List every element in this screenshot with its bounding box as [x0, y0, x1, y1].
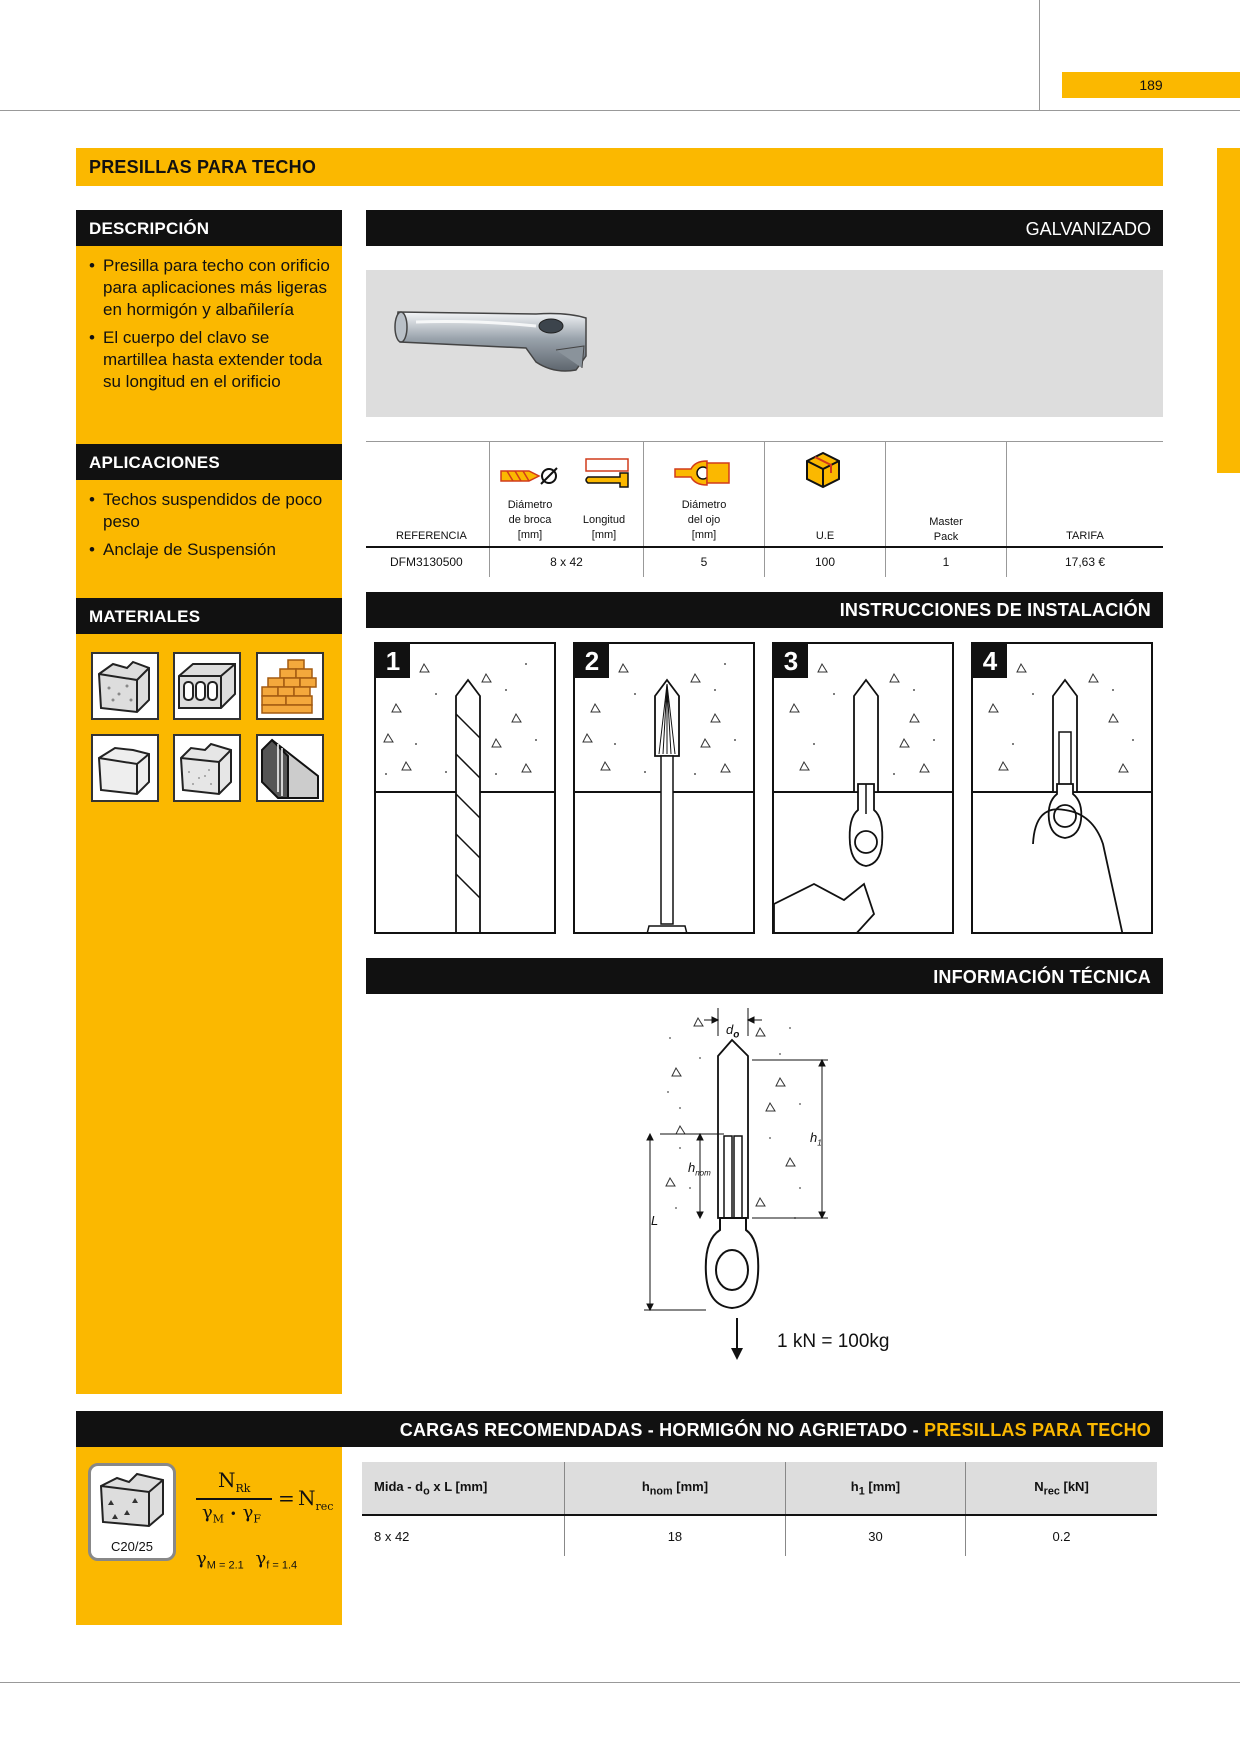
step-number: 4	[973, 644, 1007, 678]
top-vertical-rule	[1039, 0, 1040, 111]
install-step-3	[772, 642, 954, 934]
formula-gf-sub: F	[253, 1512, 261, 1526]
label-h1	[810, 1130, 822, 1148]
formula-nrec-sub: rec	[315, 1500, 334, 1513]
ref-header-longitud	[567, 513, 641, 543]
formula-equals: =	[278, 1486, 295, 1510]
formula-result	[298, 1486, 333, 1513]
top-rule	[0, 110, 1240, 111]
aplicaciones-list	[89, 489, 333, 567]
concrete-material-icon	[91, 652, 159, 720]
formula-gm: γ	[202, 1502, 213, 1523]
cargas-title	[400, 1420, 1151, 1441]
loads-table	[362, 1462, 1157, 1556]
ref-header-broca-line: [mm]	[517, 529, 543, 541]
label-do-main: d	[726, 1022, 734, 1037]
cargas-title-main: CARGAS RECOMENDADAS - HORMIGÓN NO AGRIETADO -	[399, 1420, 924, 1440]
product-photo-panel	[366, 270, 1163, 417]
ref-header-ojo-line: del ojo	[687, 514, 721, 526]
loads-header-size-sub: o	[423, 1485, 430, 1498]
descripcion-item: • El cuerpo del clavo se martillea hasta extender toda su longitud en el orificio	[89, 327, 333, 393]
ref-table-header-rule	[366, 546, 1163, 548]
loads-header-size	[362, 1462, 565, 1515]
side-tab	[1217, 148, 1240, 473]
loads-cell-nrec: 0.2	[966, 1515, 1157, 1556]
conversion-label: 1 kN = 100kg	[777, 1331, 890, 1352]
load-arrow	[730, 1318, 744, 1365]
materiales-header	[76, 598, 342, 634]
ref-header-ojo-line: [mm]	[691, 529, 717, 541]
drill-diameter-icon	[499, 463, 559, 489]
descripcion-title: DESCRIPCIÓN	[89, 219, 210, 238]
label-hnom	[688, 1160, 711, 1178]
descripcion-item: • Presilla para techo con orificio para aplicaciones más ligeras en hormigón y albañilería	[89, 255, 333, 321]
ref-header-broca-line: Diámetro	[507, 499, 553, 511]
formula-gm-value-sub: M = 2.1	[206, 1559, 244, 1572]
down-arrow-icon	[730, 1318, 744, 1360]
loads-header-nrec-sub: rec	[1043, 1485, 1060, 1498]
instrucciones-header	[366, 592, 1163, 628]
ref-header-referencia: REFERENCIA	[396, 530, 467, 542]
formula-bar	[196, 1498, 272, 1500]
ref-header-ojo-line: Diámetro	[681, 499, 727, 511]
page-number-box	[1062, 72, 1240, 98]
aplicaciones-header	[76, 444, 342, 480]
ref-header-longitud-line: Longitud	[582, 514, 626, 526]
materiales-title: MATERIALES	[89, 607, 201, 626]
label-h1-main: h	[810, 1130, 818, 1145]
ref-row-ojo: 5	[700, 555, 708, 569]
eye-diameter-icon	[673, 459, 733, 487]
label-do-sub: o	[733, 1029, 740, 1041]
formula	[196, 1468, 336, 1572]
box-icon	[801, 447, 845, 491]
loads-header-nrec-pre: N	[1034, 1478, 1044, 1494]
ref-row-referencia: DFM3130500	[390, 555, 463, 569]
install-step-1	[374, 642, 556, 934]
loads-header-nrec	[966, 1462, 1157, 1515]
section-title: PRESILLAS PARA TECHO	[89, 157, 317, 177]
formula-values	[196, 1548, 297, 1572]
label-h1-sub: 1	[817, 1138, 822, 1148]
loads-header-h1-sub: 1	[858, 1485, 865, 1498]
loads-header-hnom-sub: nom	[649, 1485, 673, 1498]
ref-header-tarifa: TARIFA	[1066, 530, 1104, 542]
page-number: 189	[1139, 77, 1163, 93]
cargas-header	[76, 1411, 1163, 1447]
cargas-title-accent: PRESILLAS PARA TECHO	[923, 1420, 1151, 1440]
formula-nrec: N	[298, 1486, 316, 1510]
finish-bar	[366, 210, 1163, 246]
table-row	[362, 1515, 1157, 1556]
loads-header-h1-post: [mm]	[864, 1478, 901, 1494]
aplicaciones-item: • Anclaje de Suspensión	[89, 539, 333, 561]
section-title-bar	[76, 148, 1163, 186]
label-hnom-main: h	[688, 1160, 696, 1175]
ref-header-master	[886, 515, 1006, 545]
reference-table	[366, 441, 1163, 577]
ref-header-ojo	[646, 498, 762, 543]
loads-header-size-post: x L [mm]	[429, 1478, 488, 1494]
ceiling-clip-product-image	[386, 290, 626, 400]
tecnica-title: INFORMACIÓN TÉCNICA	[933, 967, 1151, 987]
loads-header-h1-pre: h	[850, 1478, 859, 1494]
ref-header-ue: U.E	[815, 530, 835, 542]
ref-row-tarifa: 17,63 €	[1064, 555, 1106, 569]
tecnica-header	[366, 958, 1163, 994]
finish-label: GALVANIZADO	[1025, 219, 1151, 239]
anchor-section-drawing	[640, 1008, 840, 1368]
plasterboard-material-icon	[256, 734, 324, 802]
concrete-class-label: C20/25	[111, 1539, 153, 1554]
label-L: L	[651, 1213, 659, 1228]
instrucciones-title: INSTRUCCIONES DE INSTALACIÓN	[839, 600, 1151, 620]
formula-gf: γ	[242, 1502, 254, 1523]
install-step-4	[971, 642, 1153, 934]
ref-header-master-line: Pack	[933, 531, 959, 543]
install-step-2	[573, 642, 755, 934]
ref-header-master-line: Master	[929, 516, 963, 528]
brick-material-icon	[256, 652, 324, 720]
formula-numerator	[218, 1468, 250, 1495]
concrete-texture	[575, 644, 755, 934]
length-icon	[584, 457, 630, 491]
loads-cell-hnom: 18	[565, 1515, 786, 1556]
aerated-concrete-material-icon	[173, 734, 241, 802]
formula-dot: •	[229, 1507, 237, 1521]
loads-header-size-pre: Mida - d	[374, 1478, 424, 1494]
loads-table-header-row	[362, 1462, 1157, 1515]
formula-denominator	[202, 1502, 261, 1526]
concrete-texture	[376, 644, 556, 934]
label-do	[726, 1022, 739, 1041]
ref-row-master: 1	[942, 555, 950, 569]
stone-material-icon	[91, 734, 159, 802]
ref-row-broca-longitud: 8 x 42	[550, 555, 583, 569]
formula-n-sub: Rk	[235, 1482, 251, 1495]
loads-table-wrap	[362, 1462, 1159, 1556]
step-number: 3	[774, 644, 808, 678]
loads-header-h1	[785, 1462, 965, 1515]
label-hnom-sub: nom	[695, 1168, 711, 1178]
aplicaciones-item: • Techos suspendidos de poco peso	[89, 489, 333, 533]
ref-row-ue: 100	[814, 555, 836, 569]
formula-n: N	[218, 1468, 236, 1492]
loads-header-hnom-post: [mm]	[672, 1478, 709, 1494]
formula-gm-value: γ	[196, 1548, 207, 1569]
technical-diagram	[640, 1008, 840, 1368]
loads-cell-h1: 30	[785, 1515, 965, 1556]
ref-header-broca-line: de broca	[508, 514, 552, 526]
loads-header-hnom-pre: h	[641, 1478, 650, 1494]
ref-header-longitud-line: [mm]	[591, 529, 617, 541]
step-number: 2	[575, 644, 609, 678]
ref-header-broca	[493, 498, 567, 543]
hollow-block-material-icon	[173, 652, 241, 720]
descripcion-list	[89, 255, 333, 399]
loads-header-hnom	[565, 1462, 786, 1515]
aplicaciones-title: APLICACIONES	[89, 453, 220, 472]
loads-header-nrec-post: [kN]	[1059, 1478, 1089, 1494]
formula-gm-sub: M	[212, 1512, 225, 1526]
formula-gf-value-sub: f = 1.4	[266, 1559, 298, 1572]
formula-gf-value: γ	[255, 1548, 267, 1569]
concrete-texture	[774, 644, 954, 934]
concrete-class-badge	[88, 1463, 176, 1561]
concrete-block-icon	[91, 1470, 173, 1532]
loads-cell-size: 8 x 42	[362, 1515, 565, 1556]
step-number: 1	[376, 644, 410, 678]
descripcion-header	[76, 210, 342, 246]
concrete-texture	[973, 644, 1153, 934]
footer-rule	[0, 1682, 1240, 1683]
